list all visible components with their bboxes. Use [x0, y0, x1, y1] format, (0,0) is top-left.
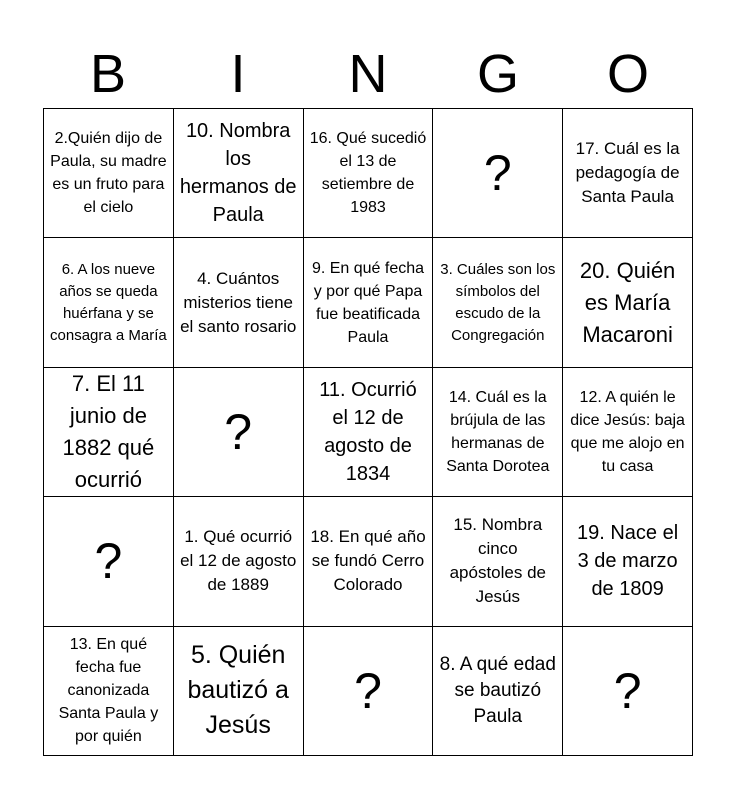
bingo-header: [43, 40, 693, 108]
bingo-cell[interactable]: [44, 109, 174, 238]
bingo-cell[interactable]: [304, 109, 434, 238]
cell-text: 10. Nombra los hermanos de Paula: [179, 120, 297, 227]
cell-text: 3. Cuáles son los símbolos del escudo de la Congregación: [440, 260, 556, 344]
cell-text: 12. A quién le dice Jesús: baja que me alojo en tu casa: [570, 388, 685, 475]
bingo-cell[interactable]: [563, 627, 693, 756]
cell-text: 15. Nombra cinco apóstoles de Jesús: [449, 515, 546, 607]
cell-text: 5. Quién bautizó a Jesús: [187, 641, 289, 740]
cell-text: 19. Nace el 3 de marzo de 1809: [577, 522, 679, 601]
bingo-cell[interactable]: [563, 109, 693, 238]
header-letter-g: G: [476, 44, 519, 104]
bingo-cell[interactable]: [304, 368, 434, 497]
bingo-cell[interactable]: [304, 238, 434, 367]
bingo-cell[interactable]: [174, 368, 304, 497]
bingo-cell[interactable]: [174, 497, 304, 626]
bingo-cell[interactable]: [174, 627, 304, 756]
bingo-cell[interactable]: [174, 238, 304, 367]
bingo-cell[interactable]: [563, 497, 693, 626]
cell-text: 17. Cuál es la pedagogía de Santa Paula: [575, 139, 680, 207]
cell-text: 4. Cuántos misterios tiene el santo rosario: [180, 268, 297, 336]
bingo-cell[interactable]: [433, 368, 563, 497]
bingo-cell[interactable]: [44, 627, 174, 756]
free-space-question-mark: ?: [613, 662, 642, 719]
cell-text: 1. Qué ocurrió el 12 de agosto de 1889: [180, 527, 297, 595]
cell-text: 11. Ocurrió el 12 de agosto de 1834: [319, 378, 417, 485]
bingo-cell[interactable]: [433, 238, 563, 367]
bingo-cell[interactable]: [433, 497, 563, 626]
free-space-question-mark: ?: [483, 145, 512, 202]
cell-text: 20. Quién es María Macaroni: [579, 257, 676, 347]
cell-text: 6. A los nueve años se queda huérfana y se consagra a María: [50, 260, 167, 344]
bingo-card-grid: [43, 108, 693, 756]
bingo-cell[interactable]: [44, 368, 174, 497]
cell-text: 18. En qué año se fundó Cerro Colorado: [310, 527, 426, 595]
bingo-cell[interactable]: [304, 497, 434, 626]
bingo-cell[interactable]: [304, 627, 434, 756]
cell-text: 14. Cuál es la brújula de las hermanas de Santa Dorotea: [446, 388, 550, 475]
cell-text: 8. A qué edad se bautizó Paula: [439, 653, 556, 727]
free-space-question-mark: ?: [224, 403, 253, 460]
header-letter-b: B: [89, 44, 127, 104]
bingo-cell[interactable]: [563, 238, 693, 367]
bingo-cell[interactable]: [44, 238, 174, 367]
header-letter-i: I: [230, 44, 246, 104]
bingo-cell[interactable]: [433, 109, 563, 238]
cell-text: 13. En qué fecha fue canonizada Santa Paula y por quién: [58, 636, 159, 746]
cell-text: 2.Quién dijo de Paula, su madre es un fruto para el cielo: [50, 130, 167, 217]
header-letter-n: N: [348, 44, 388, 104]
bingo-cell[interactable]: [433, 627, 563, 756]
cell-text: 7. El 11 junio de 1882 qué ocurrió: [62, 371, 155, 492]
bingo-cell[interactable]: [44, 497, 174, 626]
free-space-question-mark: ?: [354, 662, 382, 719]
header-letter-o: O: [606, 44, 649, 104]
bingo-cell[interactable]: [174, 109, 304, 238]
cell-text: 9. En qué fecha y por qué Papa fue beatificada Paula: [311, 259, 425, 346]
cell-text: 16. Qué sucedió el 13 de setiembre de 1983: [309, 130, 427, 217]
free-space-question-mark: ?: [94, 533, 123, 590]
bingo-cell[interactable]: [563, 368, 693, 497]
